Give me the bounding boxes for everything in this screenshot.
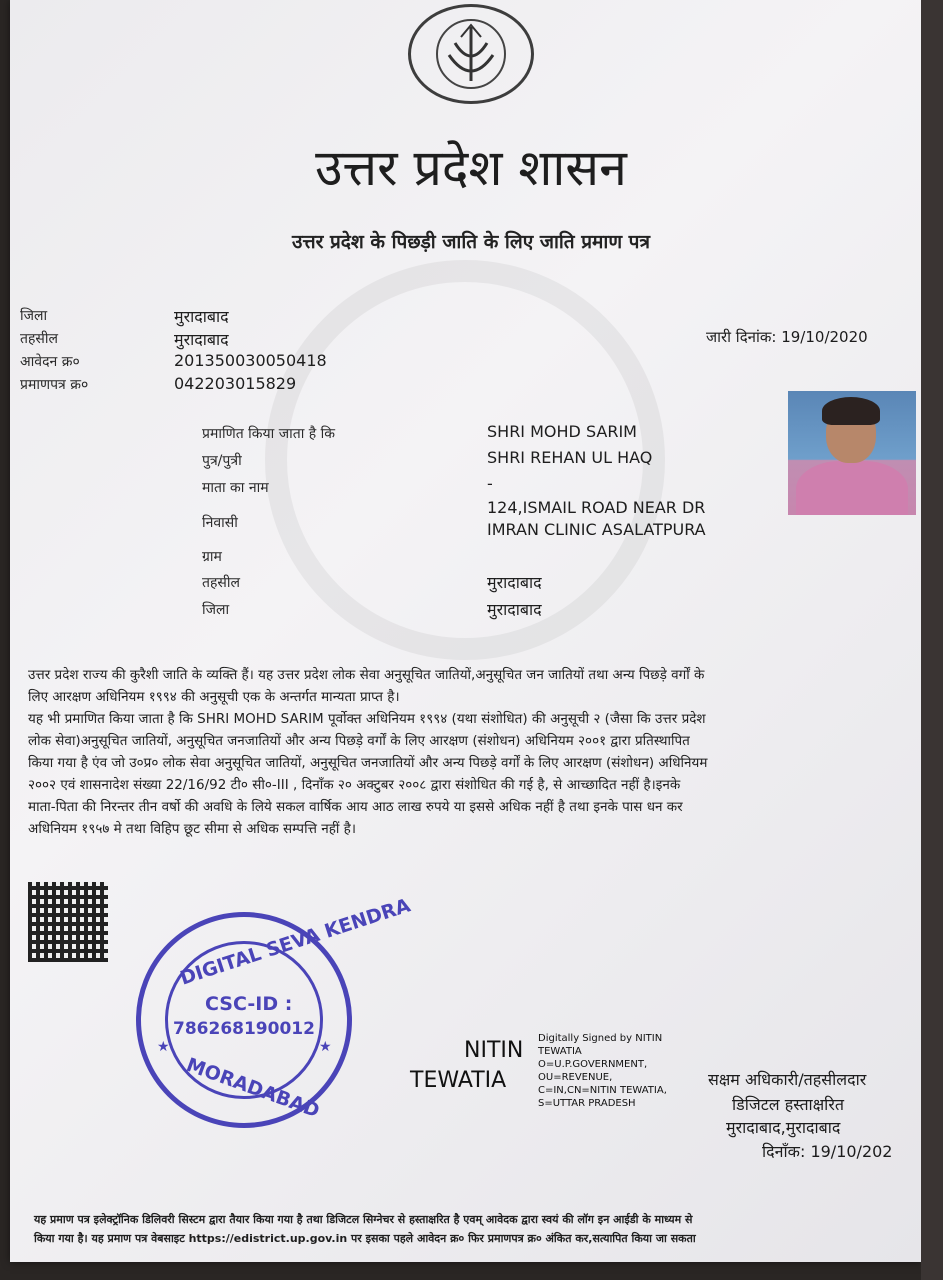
page-title: उत्तर प्रदेश शासन bbox=[315, 139, 627, 197]
footer-line1: यह प्रमाण पत्र इलेक्ट्रॉनिक डिलिवरी सिस्टम द्वारा तैयार किया गया है तथा डिजिटल सिग्नेचर से हस्ताक्षरित है एवम् आवेदक द्वारा स्वयं की लॉग इन आईडी के माध्यम से bbox=[34, 1213, 693, 1226]
details-tehsil-value: मुरादाबाद bbox=[487, 573, 542, 592]
signature-state: S=UTTAR PRADESH bbox=[538, 1098, 636, 1109]
body-line: किया गया है एंव जो उ०प्र० लोक सेवा अनुसूचित जातियों, अनुसूचित जनजातियों और अन्य पिछड़े वर्गों के लिए आरक्षण (संशोधन) अधिनियम bbox=[28, 755, 708, 771]
district-label: जिला bbox=[20, 308, 48, 324]
up-government-emblem bbox=[408, 4, 534, 104]
signed-by: Digitally Signed by NITIN bbox=[538, 1033, 663, 1044]
son-daughter-label: पुत्र/पुत्री bbox=[202, 453, 242, 469]
resident-label: निवासी bbox=[202, 515, 238, 531]
application-no-label: आवेदन क्र० bbox=[20, 354, 80, 370]
mother-value: - bbox=[487, 474, 493, 493]
certified-label: प्रमाणित किया जाता है कि bbox=[202, 426, 336, 442]
signed-by-2: TEWATIA bbox=[538, 1046, 582, 1057]
authority-location: मुरादाबाद,मुरादाबाद bbox=[726, 1118, 841, 1137]
details-tehsil-label: तहसील bbox=[202, 575, 240, 591]
stamp-top-text: DIGITAL SEVA KENDRA bbox=[177, 894, 414, 990]
footer-note bbox=[34, 1210, 924, 1248]
village-label: ग्राम bbox=[202, 549, 222, 565]
district-value: मुरादाबाद bbox=[174, 307, 229, 326]
star-icon: ★ bbox=[319, 1039, 332, 1055]
application-no-value: 201350030050418 bbox=[174, 351, 327, 370]
details-district-value: मुरादाबाद bbox=[487, 600, 542, 619]
body-line: अधिनियम १९५७ मे तथा विहिप छूट सीमा से अधिक सम्पत्ति नहीं है। bbox=[28, 821, 356, 837]
tehsil-value: मुरादाबाद bbox=[174, 330, 229, 349]
body-line: लिए आरक्षण अधिनियम १९९४ की अनुसूची एक के अन्तर्गत मान्यता प्राप्त है। bbox=[28, 689, 400, 705]
authority-date-label: दिनाँक: bbox=[762, 1142, 806, 1161]
emblem-icon bbox=[411, 7, 531, 101]
certified-value: SHRI MOHD SARIM bbox=[487, 422, 637, 441]
authority-date-value: 19/10/202 bbox=[810, 1142, 893, 1161]
body-line: माता-पिता की निरन्तर तीन वर्षो की अवधि के लिये सकल वार्षिक आय आठ लाख रुपये या इससे अधिक नहीं है तथा इनके पास धन कर bbox=[28, 799, 683, 815]
stamp-csc-id: 786268190012 bbox=[173, 1019, 315, 1039]
authority-date bbox=[762, 1140, 892, 1162]
qr-code bbox=[28, 882, 108, 962]
issue-date bbox=[706, 327, 868, 347]
authority-digital: डिजिटल हस्ताक्षरित bbox=[732, 1095, 844, 1114]
certificate-no-value: 042203015829 bbox=[174, 374, 297, 393]
son-daughter-value: SHRI REHAN UL HAQ bbox=[487, 448, 653, 467]
signature-ou: OU=REVENUE, bbox=[538, 1072, 613, 1083]
footer-line2: किया गया है। यह प्रमाण पत्र वेबसाइट https://edistrict.up.gov.in पर इसका पहले आवेदन क्र० फिर प्रमाणपत्र क्र० अंकित कर,सत्यापित किया जा सकता bbox=[34, 1232, 696, 1245]
digital-signature-block bbox=[538, 1032, 667, 1110]
body-line: उत्तर प्रदेश राज्य की कुरैशी जाति के व्यक्ति हैं। यह उत्तर प्रदेश लोक सेवा अनुसूचित जातियों,अनुसूचित जन जातियों तथा अन्य पिछड़े वर्गों के bbox=[28, 667, 705, 683]
body-line: २००२ एवं शासनादेश संख्या 22/16/92 टी० सी०-III , दिनाँक २० अक्टुबर २००८ द्वारा संशोधित की गई है, से आच्छादित नहीं है।इनके bbox=[28, 777, 681, 793]
resident-value-line1: 124,ISMAIL ROAD NEAR DR bbox=[487, 498, 706, 517]
certificate-no-label: प्रमाणपत्र क्र० bbox=[20, 377, 89, 393]
certificate-subtitle: उत्तर प्रदेश के पिछड़ी जाति के लिए जाति प्रमाण पत्र bbox=[292, 231, 650, 253]
digital-seva-kendra-stamp bbox=[136, 894, 414, 1128]
stamp-csc-label: CSC-ID : bbox=[205, 993, 293, 1015]
signer-name-line1: NITIN bbox=[464, 1038, 524, 1063]
signer-name-line2: TEWATIA bbox=[410, 1068, 507, 1093]
authority-title: सक्षम अधिकारी/तहसीलदार bbox=[708, 1070, 867, 1089]
resident-value-line2: IMRAN CLINIC ASALATPURA bbox=[487, 520, 706, 539]
issue-date-value: 19/10/2020 bbox=[781, 328, 868, 346]
body-line: यह भी प्रमाणित किया जाता है कि SHRI MOHD SARIM पूर्वोक्त अधिनियम १९९४ (यथा संशोधित) की अनुसूची २ (जैसा कि उत्तर प्रदेश bbox=[28, 711, 706, 727]
body-line: लोक सेवा)अनुसूचित जातियों, अनुसूचित जनजातियों और अन्य पिछड़े वर्गों के लिए आरक्षण (संशोधन) अधिनियम २००१ द्वारा प्रतिस्थापित bbox=[28, 733, 690, 749]
signature-org: O=U.P.GOVERNMENT, bbox=[538, 1059, 648, 1070]
background-edge bbox=[921, 0, 943, 1280]
certificate-paper bbox=[10, 0, 922, 1262]
applicant-photo bbox=[788, 391, 916, 515]
stamp-bottom-text: MORADABAD bbox=[183, 1053, 323, 1123]
star-icon: ★ bbox=[157, 1039, 170, 1055]
mother-label: माता का नाम bbox=[202, 480, 269, 496]
details-district-label: जिला bbox=[202, 602, 230, 618]
certificate-body bbox=[28, 664, 914, 840]
tehsil-label: तहसील bbox=[20, 331, 58, 347]
signature-cn: C=IN,CN=NITIN TEWATIA, bbox=[538, 1085, 667, 1096]
issue-date-label: जारी दिनांक: bbox=[706, 328, 777, 346]
